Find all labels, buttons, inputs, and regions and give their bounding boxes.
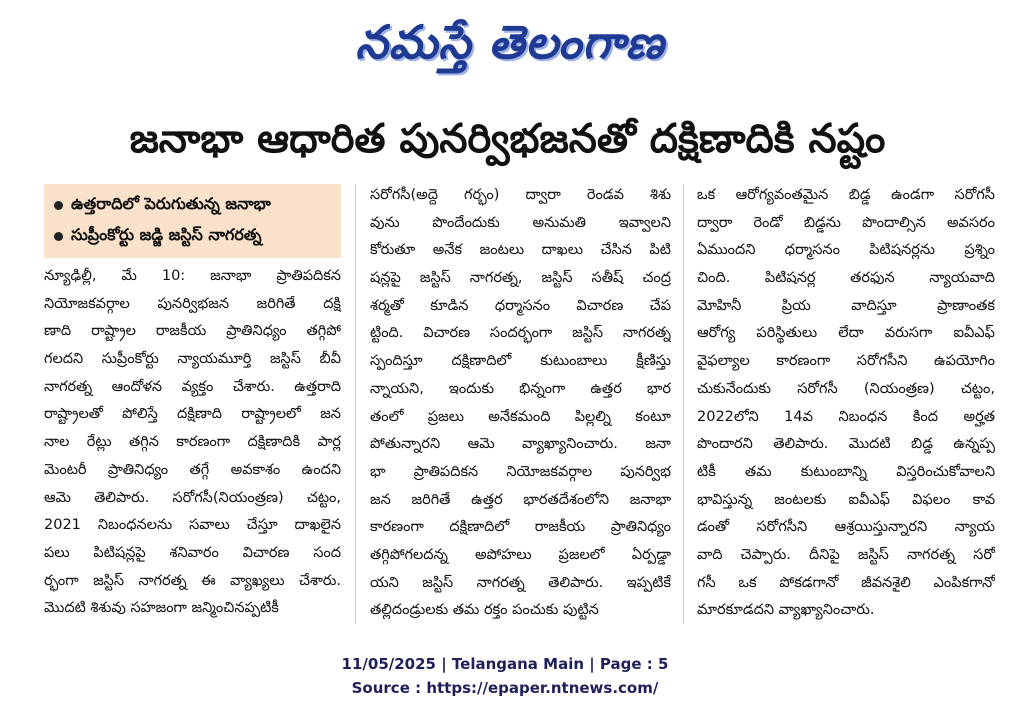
highlight-text: ఉత్తరాదిలో పెరుగుతున్న జనాభా [71,194,271,213]
article-line: ణాది రాష్ట్రాల రాజకీయ ప్రాతినిధ్యం తగ్గిపో [44,323,341,340]
article-line: పలు పిటిషన్లపై శనివారం విచారణ సంద [44,544,341,561]
article-column-1 [44,263,341,623]
article-line: ఆమె తెలిపారు. సరోగసీ(నియంత్రణ) చట్టం, [44,489,341,506]
article-line: మోహినీ ప్రియ వాదిస్తూ ప్రాణాంతక [697,297,995,314]
article-line: చింది. పిటిషనర్ల తరఫున న్యాయవాది [697,270,995,287]
bullet-icon [54,232,63,241]
highlight-item [54,190,333,221]
article-line: నియోజకవర్గాల పునర్విభజన జరిగితే దక్షి [44,295,341,312]
article-line: టికీ తమ కుటుంబాన్ని విస్తరించుకోవాలని [697,463,995,480]
article-line: ఒక ఆరోగ్యవంతమైన బిడ్డ ఉండగా సరోగసీ [697,187,995,203]
article-column-3 [697,182,995,625]
article-column-2 [370,182,671,625]
article-line: శర్మతో కూడిన ధర్మాసనం విచారణ చేప [370,297,671,314]
column-divider [683,184,684,624]
article-headline: జనాభా ఆధారిత పునర్విభజనతో దక్షిణాదికి నష్టం [129,116,886,162]
article-line: యని జస్టిస్ నాగరత్న తెలిపారు. ఇప్పటికే [370,574,671,591]
article-line: న్యూఢిల్లీ, మే 10: జనాభా ప్రాతిపదికన [44,268,341,284]
article-line: ట్టింది. విచారణ సందర్భంగా జస్టిస్ నాగరత్న [370,325,671,342]
article-line: ఏముందని ధర్మాసనం పిటిషనర్లను ప్రశ్నిం [697,242,995,259]
article-line: పొందారని తెలిపారు. మొదటి బిడ్డ ఉన్నప్ప [697,436,995,453]
article-line: భావిస్తున్న జంటలకు ఐవీఎఫ్ విఫలం కావ [697,491,995,508]
article-line: గసీ ఒక పోకడగానో జీవనశైలి ఎంపికగానో [697,574,995,591]
article-line: న్నాయని, ఇందుకు భిన్నంగా ఉత్తర భార [370,380,671,397]
article-line: నాగరత్న ఆందోళన వ్యక్తం చేశారు. ఉత్తరాది [44,378,341,395]
article-line: షన్లపై జస్టిస్ నాగరత్న, జస్టిస్ సతీష్ చంద్ర [370,270,671,287]
article-line: పోతున్నారని ఆమె వ్యాఖ్యానించారు. జనా [370,436,671,453]
article-line: ర్భంగా జస్టిస్ నాగరత్న ఈ వ్యాఖ్యలు చేశారు. [44,572,341,589]
article-line: మొదటి శిశువు సహజంగా జన్మించినప్పటికీ [44,600,279,617]
newspaper-masthead: నమస్తే తెలంగాణ [355,15,665,69]
edition-info: 11/05/2025 | Telangana Main | Page : 5 [341,655,669,673]
article-line: రాష్ట్రాలతో పోలిస్తే దక్షిణాది రాష్ట్రాలలో జన [44,406,341,423]
article-line: జన జరిగితే ఉత్తర భారతదేశంలోని జనాభా [370,491,671,508]
article-line: తంలో ప్రజలు అనేకమంది పిల్లల్ని కంటూ [370,408,671,425]
bullet-icon [54,201,63,210]
source-link[interactable]: Source : https://epaper.ntnews.com/ [351,679,659,697]
column-divider [355,184,356,624]
article-line: స్పందిస్తూ దక్షిణాదిలో కుటుంబాలు క్షీణిస్తు [370,353,671,370]
article-line: తగ్గిపోగలదన్న అపోహలు ప్రజలలో ఏర్పడ్డా [370,546,671,563]
article-line: 2022లోని 14వ నిబంధన కింద అర్హత [697,408,995,425]
article-line: చుకునేందుకు సరోగసీ (నియంత్రణ) చట్టం, [697,380,995,397]
article-line: వును పొందేందుకు అనుమతి ఇవ్వాలని [370,214,671,231]
article-line: 2021 నిబంధనలను సవాలు చేస్తూ దాఖలైన [44,517,341,534]
article-line: వాది చెప్పారు. దీనిపై జస్టిస్ నాగరత్న సరో [697,546,995,563]
article-line: మారకూడదని వ్యాఖ్యానించారు. [697,602,875,619]
article-line: మెంటరీ ప్రాతినిధ్యం తగ్గే అవకాశం ఉందని [44,461,341,478]
highlight-item [54,221,333,252]
article-line: నాల రేట్లు తగ్గిన కారణంగా దక్షిణాదికి పార్ల [44,434,341,451]
article-line: ఆరోగ్య పరిస్థితులు లేదా వరుసగా ఐవీఎఫ్ [697,325,995,342]
article-line: భా ప్రాతిపదికన నియోజకవర్గాల పునర్విభ [370,463,671,480]
article-line: తల్లిదండ్రులకు తమ రక్తం పంచుకు పుట్టిన [370,602,599,619]
article-line: కారణంగా దక్షిణాదిలో రాజకీయ ప్రాతినిధ్యం [370,519,671,536]
highlight-text: సుప్రీంకోర్టు జడ్జి జస్టిస్ నాగరత్న [71,225,262,244]
article-line: డంతో సరోగసీని ఆశ్రయిస్తున్నారని న్యాయ [697,519,995,536]
article-line: కోరుతూ అనేక జంటలు దాఖలు చేసిన పిటి [370,242,671,259]
article-line: గలదని సుప్రీంకోర్టు న్యాయమూర్తి జస్టిస్ బీవీ [44,351,341,368]
article-line: ద్వారా రెండో బిడ్డను పొందాల్సిన అవసరం [697,214,995,231]
article-line: సరోగసీ(అద్దె గర్భం) ద్వారా రెండవ శిశు [370,187,671,203]
article-line: వైఫల్యాల కారణంగా సరోగసీని ఉపయోగిం [697,353,995,370]
highlights-box [44,184,341,258]
